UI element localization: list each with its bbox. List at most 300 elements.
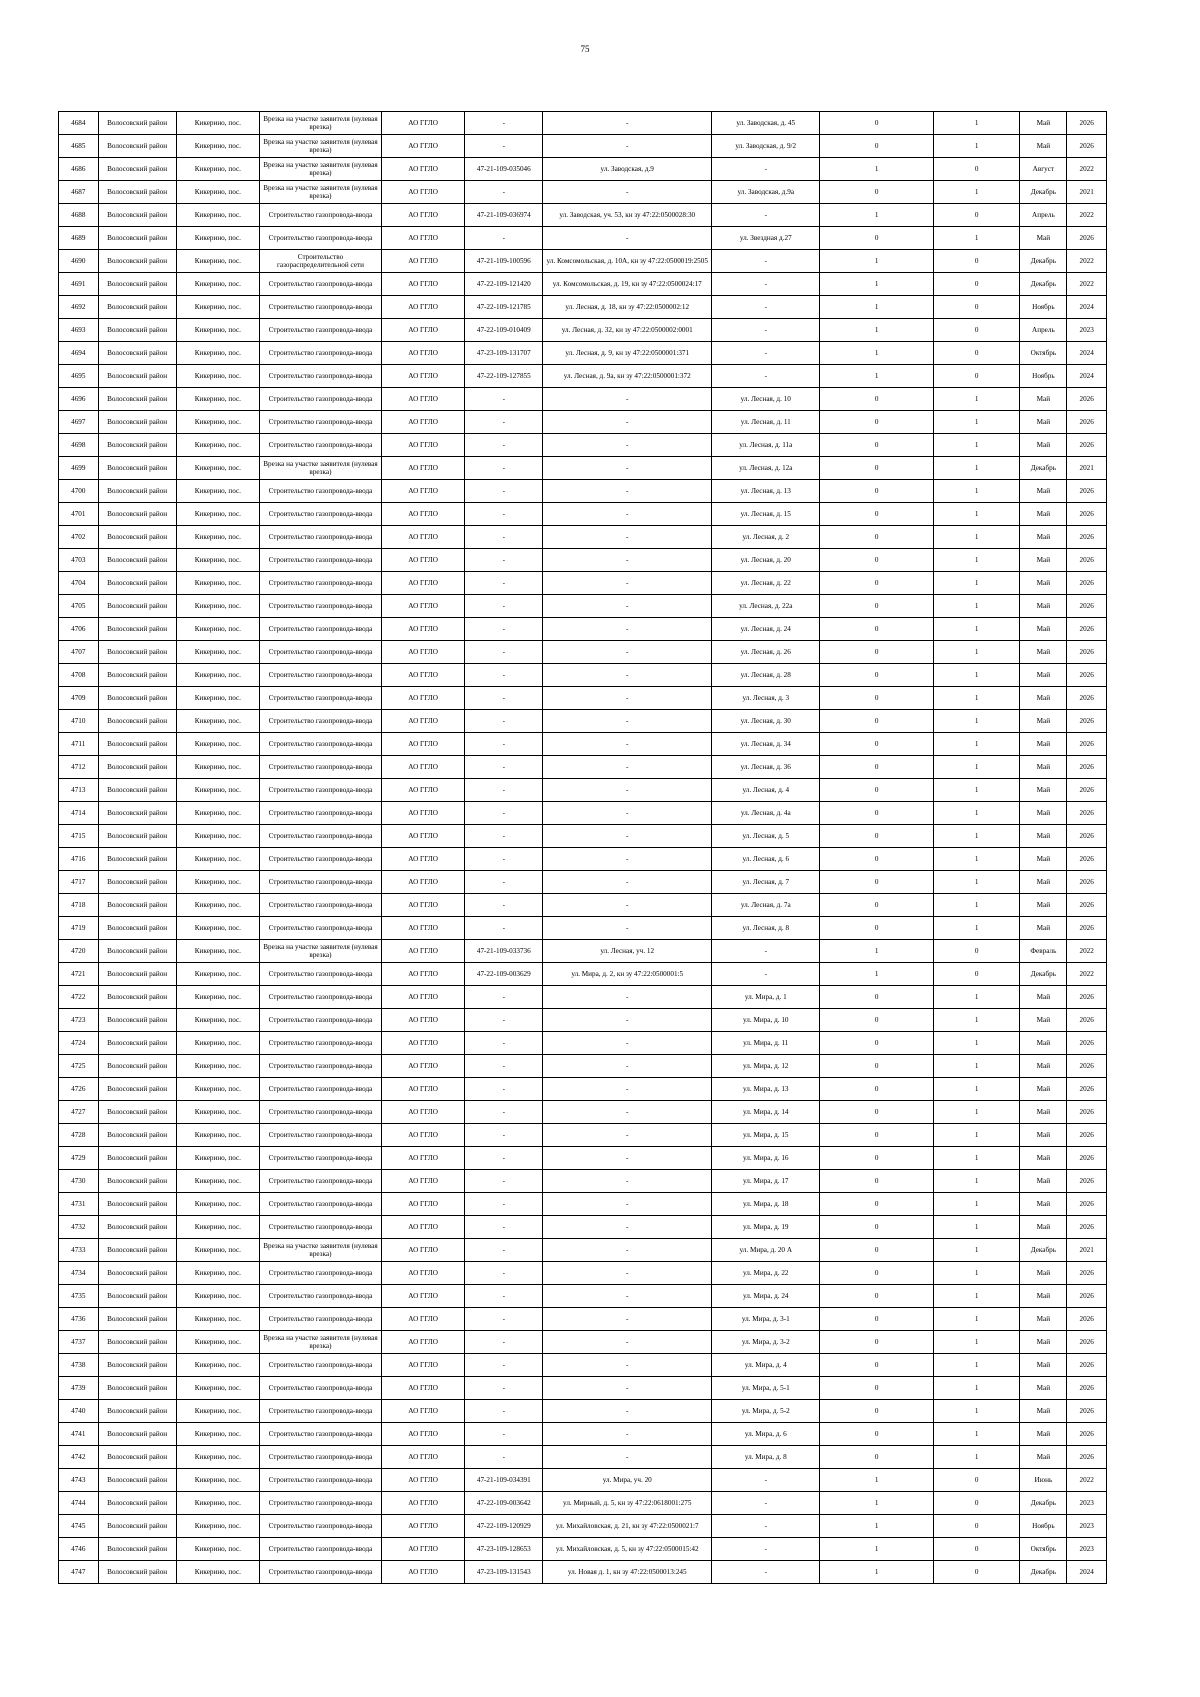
cell-organization: АО ГГЛО [381, 572, 464, 595]
registry-body [59, 112, 1107, 1584]
cell-month: Декабрь [1020, 1239, 1067, 1262]
cell-cadastral-address: ул. Лесная, д. 18, кн зу 47:22:0500002:12 [543, 296, 712, 319]
table-row [59, 135, 1107, 158]
cell-cadastral-address: - [543, 1147, 712, 1170]
cell-district: Волосовский район [98, 618, 176, 641]
cell-work-type: Строительство газопровода-ввода [260, 595, 382, 618]
cell-month: Май [1020, 549, 1067, 572]
cell-year: 2026 [1067, 1147, 1107, 1170]
cell-cadastral-address: - [543, 1308, 712, 1331]
cell-application-number: - [465, 572, 543, 595]
cell-address: - [712, 1561, 820, 1584]
cell-row-number: 4693 [59, 319, 99, 342]
cell-cadastral-address: - [543, 710, 712, 733]
cell-organization: АО ГГЛО [381, 1331, 464, 1354]
cell-district: Волосовский район [98, 181, 176, 204]
cell-year: 2026 [1067, 1009, 1107, 1032]
cell-year: 2026 [1067, 1400, 1107, 1423]
cell-month: Май [1020, 1308, 1067, 1331]
cell-address: ул. Лесная, д. 4а [712, 802, 820, 825]
cell-count-b: 1 [933, 1078, 1019, 1101]
cell-cadastral-address: - [543, 480, 712, 503]
cell-address: ул. Лесная, д. 28 [712, 664, 820, 687]
table-row [59, 227, 1107, 250]
cell-address: ул. Мира, д. 12 [712, 1055, 820, 1078]
cell-year: 2026 [1067, 1032, 1107, 1055]
cell-month: Май [1020, 1078, 1067, 1101]
cell-work-type: Строительство газопровода-ввода [260, 411, 382, 434]
cell-count-a: 1 [820, 319, 934, 342]
cell-organization: АО ГГЛО [381, 1078, 464, 1101]
cell-cadastral-address: - [543, 779, 712, 802]
cell-work-type: Строительство газопровода-ввода [260, 894, 382, 917]
cell-month: Май [1020, 1446, 1067, 1469]
cell-month: Май [1020, 1170, 1067, 1193]
cell-row-number: 4720 [59, 940, 99, 963]
cell-count-b: 1 [933, 411, 1019, 434]
cell-address: ул. Лесная, д. 7а [712, 894, 820, 917]
cell-settlement: Кикерино, пос. [176, 250, 259, 273]
cell-district: Волосовский район [98, 526, 176, 549]
cell-row-number: 4689 [59, 227, 99, 250]
cell-district: Волосовский район [98, 296, 176, 319]
cell-district: Волосовский район [98, 733, 176, 756]
cell-row-number: 4708 [59, 664, 99, 687]
table-row [59, 158, 1107, 181]
cell-settlement: Кикерино, пос. [176, 457, 259, 480]
cell-application-number: - [465, 1009, 543, 1032]
cell-year: 2022 [1067, 963, 1107, 986]
cell-month: Май [1020, 986, 1067, 1009]
cell-row-number: 4736 [59, 1308, 99, 1331]
cell-year: 2026 [1067, 526, 1107, 549]
cell-count-b: 1 [933, 181, 1019, 204]
cell-count-a: 0 [820, 1239, 934, 1262]
cell-count-b: 1 [933, 135, 1019, 158]
cell-year: 2026 [1067, 986, 1107, 1009]
cell-row-number: 4722 [59, 986, 99, 1009]
cell-count-a: 0 [820, 733, 934, 756]
cell-settlement: Кикерино, пос. [176, 158, 259, 181]
cell-address: ул. Мира, д. 22 [712, 1262, 820, 1285]
cell-cadastral-address: - [543, 825, 712, 848]
cell-district: Волосовский район [98, 940, 176, 963]
cell-month: Ноябрь [1020, 365, 1067, 388]
cell-settlement: Кикерино, пос. [176, 1492, 259, 1515]
cell-count-b: 0 [933, 1538, 1019, 1561]
cell-row-number: 4694 [59, 342, 99, 365]
cell-row-number: 4713 [59, 779, 99, 802]
table-row [59, 112, 1107, 135]
table-row [59, 457, 1107, 480]
table-row [59, 503, 1107, 526]
cell-month: Октябрь [1020, 342, 1067, 365]
cell-settlement: Кикерино, пос. [176, 1469, 259, 1492]
cell-address: ул. Звездная д.27 [712, 227, 820, 250]
cell-address: ул. Мира, д. 15 [712, 1124, 820, 1147]
cell-work-type: Строительство газопровода-ввода [260, 549, 382, 572]
table-row [59, 273, 1107, 296]
cell-count-a: 0 [820, 1055, 934, 1078]
cell-organization: АО ГГЛО [381, 986, 464, 1009]
cell-month: Август [1020, 158, 1067, 181]
cell-settlement: Кикерино, пос. [176, 1331, 259, 1354]
cell-organization: АО ГГЛО [381, 1492, 464, 1515]
table-row [59, 572, 1107, 595]
cell-year: 2021 [1067, 1239, 1107, 1262]
cell-row-number: 4712 [59, 756, 99, 779]
cell-application-number: - [465, 1170, 543, 1193]
cell-cadastral-address: ул. Лесная, уч. 12 [543, 940, 712, 963]
table-row [59, 1239, 1107, 1262]
cell-count-a: 0 [820, 135, 934, 158]
cell-address: ул. Мира, д. 5-1 [712, 1377, 820, 1400]
cell-work-type: Врезка на участке заявителя (нулевая врезка) [260, 158, 382, 181]
cell-work-type: Строительство газопровода-ввода [260, 871, 382, 894]
cell-district: Волосовский район [98, 1492, 176, 1515]
cell-month: Май [1020, 1032, 1067, 1055]
cell-district: Волосовский район [98, 1354, 176, 1377]
cell-address: - [712, 940, 820, 963]
cell-organization: АО ГГЛО [381, 1032, 464, 1055]
cell-application-number: 47-21-109-034391 [465, 1469, 543, 1492]
cell-row-number: 4688 [59, 204, 99, 227]
cell-application-number: - [465, 1193, 543, 1216]
cell-work-type: Строительство газопровода-ввода [260, 526, 382, 549]
cell-organization: АО ГГЛО [381, 411, 464, 434]
cell-row-number: 4726 [59, 1078, 99, 1101]
cell-work-type: Строительство газопровода-ввода [260, 1216, 382, 1239]
cell-cadastral-address: - [543, 457, 712, 480]
cell-cadastral-address: ул. Михайловская, д. 5, кн зу 47:22:0500015:42 [543, 1538, 712, 1561]
cell-count-b: 1 [933, 434, 1019, 457]
cell-cadastral-address: - [543, 986, 712, 1009]
cell-year: 2024 [1067, 296, 1107, 319]
cell-address: ул. Лесная, д. 34 [712, 733, 820, 756]
cell-organization: АО ГГЛО [381, 802, 464, 825]
cell-count-a: 0 [820, 595, 934, 618]
cell-application-number: 47-22-109-003642 [465, 1492, 543, 1515]
cell-application-number: - [465, 1377, 543, 1400]
cell-count-a: 0 [820, 1308, 934, 1331]
cell-district: Волосовский район [98, 871, 176, 894]
cell-count-b: 1 [933, 687, 1019, 710]
cell-settlement: Кикерино, пос. [176, 1515, 259, 1538]
cell-count-a: 0 [820, 549, 934, 572]
cell-application-number: 47-21-109-036974 [465, 204, 543, 227]
cell-district: Волосовский район [98, 825, 176, 848]
cell-year: 2026 [1067, 1308, 1107, 1331]
cell-work-type: Строительство газопровода-ввода [260, 1101, 382, 1124]
cell-count-b: 1 [933, 388, 1019, 411]
cell-district: Волосовский район [98, 365, 176, 388]
cell-settlement: Кикерино, пос. [176, 296, 259, 319]
cell-district: Волосовский район [98, 1515, 176, 1538]
cell-cadastral-address: - [543, 664, 712, 687]
cell-work-type: Строительство газопровода-ввода [260, 802, 382, 825]
cell-work-type: Строительство газопровода-ввода [260, 1400, 382, 1423]
cell-year: 2026 [1067, 572, 1107, 595]
cell-cadastral-address: - [543, 1400, 712, 1423]
table-row [59, 204, 1107, 227]
cell-year: 2026 [1067, 1331, 1107, 1354]
table-row [59, 1216, 1107, 1239]
table-row [59, 1331, 1107, 1354]
cell-application-number: - [465, 779, 543, 802]
cell-count-b: 1 [933, 825, 1019, 848]
cell-count-a: 1 [820, 273, 934, 296]
cell-count-b: 0 [933, 1469, 1019, 1492]
cell-count-a: 0 [820, 986, 934, 1009]
cell-settlement: Кикерино, пос. [176, 1538, 259, 1561]
cell-count-b: 1 [933, 1285, 1019, 1308]
cell-row-number: 4739 [59, 1377, 99, 1400]
cell-year: 2021 [1067, 457, 1107, 480]
cell-cadastral-address: - [543, 1354, 712, 1377]
cell-count-a: 0 [820, 825, 934, 848]
cell-year: 2026 [1067, 1101, 1107, 1124]
cell-cadastral-address: - [543, 1055, 712, 1078]
cell-settlement: Кикерино, пос. [176, 1101, 259, 1124]
cell-month: Май [1020, 687, 1067, 710]
cell-work-type: Строительство газопровода-ввода [260, 480, 382, 503]
table-row [59, 687, 1107, 710]
cell-year: 2022 [1067, 940, 1107, 963]
cell-year: 2026 [1067, 1262, 1107, 1285]
cell-address: ул. Мира, д. 10 [712, 1009, 820, 1032]
cell-work-type: Строительство газопровода-ввода [260, 1055, 382, 1078]
table-row [59, 411, 1107, 434]
cell-settlement: Кикерино, пос. [176, 342, 259, 365]
table-row [59, 1446, 1107, 1469]
cell-year: 2026 [1067, 1055, 1107, 1078]
cell-address: ул. Лесная, д. 10 [712, 388, 820, 411]
cell-count-b: 1 [933, 1446, 1019, 1469]
cell-row-number: 4685 [59, 135, 99, 158]
cell-district: Волосовский район [98, 319, 176, 342]
cell-settlement: Кикерино, пос. [176, 526, 259, 549]
cell-work-type: Строительство газопровода-ввода [260, 825, 382, 848]
cell-organization: АО ГГЛО [381, 1216, 464, 1239]
cell-count-a: 0 [820, 1262, 934, 1285]
cell-application-number: - [465, 1262, 543, 1285]
cell-count-a: 0 [820, 687, 934, 710]
cell-year: 2026 [1067, 825, 1107, 848]
cell-row-number: 4725 [59, 1055, 99, 1078]
cell-settlement: Кикерино, пос. [176, 1124, 259, 1147]
table-row [59, 1561, 1107, 1584]
cell-year: 2024 [1067, 342, 1107, 365]
cell-district: Волосовский район [98, 411, 176, 434]
cell-year: 2022 [1067, 158, 1107, 181]
cell-count-a: 0 [820, 434, 934, 457]
cell-district: Волосовский район [98, 1262, 176, 1285]
cell-work-type: Врезка на участке заявителя (нулевая врезка) [260, 135, 382, 158]
cell-application-number: - [465, 1354, 543, 1377]
cell-application-number: - [465, 227, 543, 250]
cell-year: 2026 [1067, 618, 1107, 641]
cell-row-number: 4700 [59, 480, 99, 503]
cell-row-number: 4728 [59, 1124, 99, 1147]
cell-settlement: Кикерино, пос. [176, 1239, 259, 1262]
cell-application-number: - [465, 1239, 543, 1262]
cell-work-type: Строительство газопровода-ввода [260, 434, 382, 457]
cell-address: ул. Лесная, д. 36 [712, 756, 820, 779]
cell-row-number: 4697 [59, 411, 99, 434]
table-row [59, 319, 1107, 342]
cell-row-number: 4701 [59, 503, 99, 526]
cell-cadastral-address: ул. Михайловская, д. 21, кн зу 47:22:0500021:7 [543, 1515, 712, 1538]
cell-month: Май [1020, 112, 1067, 135]
cell-count-a: 0 [820, 1285, 934, 1308]
cell-settlement: Кикерино, пос. [176, 1423, 259, 1446]
cell-organization: АО ГГЛО [381, 1285, 464, 1308]
table-row [59, 641, 1107, 664]
cell-row-number: 4737 [59, 1331, 99, 1354]
cell-count-b: 1 [933, 1147, 1019, 1170]
table-row [59, 1377, 1107, 1400]
cell-settlement: Кикерино, пос. [176, 273, 259, 296]
cell-address: ул. Заводская, д.9а [712, 181, 820, 204]
cell-application-number: - [465, 848, 543, 871]
cell-count-a: 0 [820, 802, 934, 825]
table-row [59, 549, 1107, 572]
cell-month: Декабрь [1020, 273, 1067, 296]
cell-settlement: Кикерино, пос. [176, 664, 259, 687]
cell-district: Волосовский район [98, 687, 176, 710]
cell-settlement: Кикерино, пос. [176, 963, 259, 986]
cell-address: ул. Мира, д. 13 [712, 1078, 820, 1101]
cell-address: ул. Лесная, д. 20 [712, 549, 820, 572]
cell-organization: АО ГГЛО [381, 342, 464, 365]
cell-district: Волосовский район [98, 388, 176, 411]
cell-settlement: Кикерино, пос. [176, 319, 259, 342]
page-number: 75 [580, 44, 590, 54]
cell-district: Волосовский район [98, 1331, 176, 1354]
cell-count-b: 1 [933, 641, 1019, 664]
cell-organization: АО ГГЛО [381, 1147, 464, 1170]
cell-cadastral-address: - [543, 135, 712, 158]
cell-work-type: Строительство газопровода-ввода [260, 779, 382, 802]
cell-district: Волосовский район [98, 1032, 176, 1055]
cell-row-number: 4684 [59, 112, 99, 135]
cell-district: Волосовский район [98, 1308, 176, 1331]
cell-row-number: 4702 [59, 526, 99, 549]
cell-cadastral-address: - [543, 388, 712, 411]
cell-count-b: 1 [933, 871, 1019, 894]
table-row [59, 917, 1107, 940]
cell-count-b: 1 [933, 1331, 1019, 1354]
cell-year: 2021 [1067, 181, 1107, 204]
cell-district: Волосовский район [98, 986, 176, 1009]
cell-district: Волосовский район [98, 664, 176, 687]
cell-application-number: 47-21-109-033736 [465, 940, 543, 963]
cell-year: 2026 [1067, 1423, 1107, 1446]
cell-year: 2022 [1067, 204, 1107, 227]
cell-settlement: Кикерино, пос. [176, 871, 259, 894]
cell-count-a: 0 [820, 1078, 934, 1101]
cell-organization: АО ГГЛО [381, 664, 464, 687]
cell-count-b: 0 [933, 250, 1019, 273]
cell-month: Май [1020, 917, 1067, 940]
cell-address: - [712, 204, 820, 227]
cell-district: Волосовский район [98, 1101, 176, 1124]
cell-year: 2026 [1067, 687, 1107, 710]
cell-count-a: 0 [820, 227, 934, 250]
table-row [59, 618, 1107, 641]
cell-settlement: Кикерино, пос. [176, 687, 259, 710]
cell-application-number: 47-22-109-121785 [465, 296, 543, 319]
cell-district: Волосовский район [98, 595, 176, 618]
table-row [59, 480, 1107, 503]
cell-work-type: Врезка на участке заявителя (нулевая врезка) [260, 457, 382, 480]
cell-address: ул. Заводская, д. 45 [712, 112, 820, 135]
cell-district: Волосовский район [98, 1078, 176, 1101]
cell-application-number: - [465, 1446, 543, 1469]
cell-district: Волосовский район [98, 641, 176, 664]
cell-organization: АО ГГЛО [381, 710, 464, 733]
cell-year: 2026 [1067, 802, 1107, 825]
cell-application-number: - [465, 733, 543, 756]
cell-count-b: 0 [933, 158, 1019, 181]
cell-work-type: Строительство газопровода-ввода [260, 710, 382, 733]
cell-row-number: 4747 [59, 1561, 99, 1584]
cell-count-a: 1 [820, 1538, 934, 1561]
cell-settlement: Кикерино, пос. [176, 618, 259, 641]
cell-year: 2026 [1067, 480, 1107, 503]
cell-row-number: 4711 [59, 733, 99, 756]
cell-row-number: 4695 [59, 365, 99, 388]
cell-count-a: 0 [820, 1170, 934, 1193]
cell-month: Май [1020, 1377, 1067, 1400]
cell-organization: АО ГГЛО [381, 894, 464, 917]
cell-application-number: 47-22-109-003629 [465, 963, 543, 986]
cell-count-a: 0 [820, 503, 934, 526]
cell-year: 2026 [1067, 848, 1107, 871]
table-row [59, 986, 1107, 1009]
cell-month: Май [1020, 411, 1067, 434]
cell-row-number: 4706 [59, 618, 99, 641]
cell-count-a: 0 [820, 1354, 934, 1377]
cell-cadastral-address: - [543, 687, 712, 710]
cell-settlement: Кикерино, пос. [176, 1561, 259, 1584]
cell-row-number: 4703 [59, 549, 99, 572]
cell-address: ул. Мира, д. 11 [712, 1032, 820, 1055]
cell-cadastral-address: ул. Комсомольская, д. 10А, кн зу 47:22:0500019:2505 [543, 250, 712, 273]
cell-address: ул. Мира, д. 3-2 [712, 1331, 820, 1354]
table-row [59, 181, 1107, 204]
cell-settlement: Кикерино, пос. [176, 1170, 259, 1193]
cell-district: Волосовский район [98, 917, 176, 940]
cell-settlement: Кикерино, пос. [176, 204, 259, 227]
cell-organization: АО ГГЛО [381, 526, 464, 549]
cell-year: 2023 [1067, 1492, 1107, 1515]
cell-address: ул. Лесная, д. 11 [712, 411, 820, 434]
cell-application-number: 47-23-109-131543 [465, 1561, 543, 1584]
cell-district: Волосовский район [98, 1446, 176, 1469]
cell-cadastral-address: - [543, 1423, 712, 1446]
cell-work-type: Строительство газопровода-ввода [260, 687, 382, 710]
cell-cadastral-address: - [543, 1239, 712, 1262]
cell-year: 2026 [1067, 1285, 1107, 1308]
cell-count-a: 0 [820, 1193, 934, 1216]
cell-district: Волосовский район [98, 1193, 176, 1216]
cell-cadastral-address: - [543, 1262, 712, 1285]
cell-settlement: Кикерино, пос. [176, 595, 259, 618]
cell-row-number: 4738 [59, 1354, 99, 1377]
cell-year: 2023 [1067, 319, 1107, 342]
table-row [59, 1423, 1107, 1446]
